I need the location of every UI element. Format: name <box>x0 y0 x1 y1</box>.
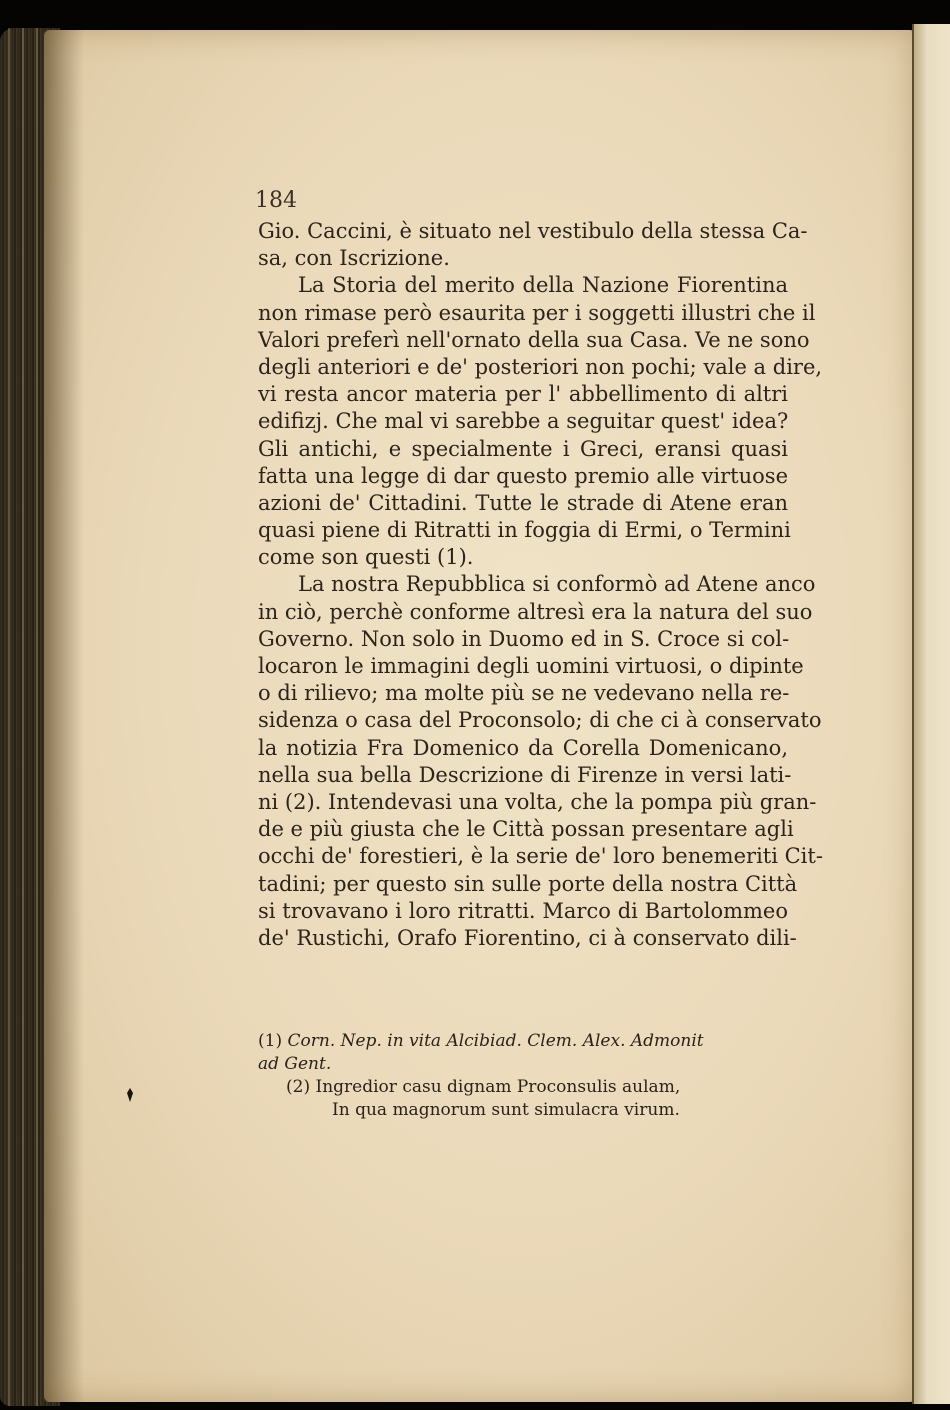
text-line: sa, con Iscrizione. <box>258 246 450 271</box>
footnote-1-continuation <box>258 1053 788 1076</box>
text-line: Gio. Caccini, è situato nel vestibulo della stessa Ca- <box>258 219 808 243</box>
text-line: vi resta ancor materia per l' abbellimento di altri <box>258 382 788 407</box>
footnote-1-cont-text: ad Gent. <box>258 1054 332 1074</box>
text-line: de e più giusta che le Città possan presentare agli <box>258 817 794 842</box>
text-line: sidenza o casa del Proconsolo; di che ci à conservato <box>258 708 822 733</box>
text-line: La nostra Repubblica si conformò ad Atene anco <box>298 572 816 597</box>
margin-ornament-icon <box>126 1088 134 1102</box>
text-line: locaron le immagini degli uomini virtuosi, o dipinte <box>258 654 804 678</box>
text-line: degli anteriori e de' posteriori non pochi; vale a dire, <box>258 354 823 379</box>
text-line: nella sua bella Descrizione di Firenze in versi lati- <box>258 762 792 787</box>
text-line: La Storia del merito della Nazione Fiorentina <box>298 273 788 298</box>
text-line: occhi de' forestieri, è la serie de' loro benemeriti Cit- <box>258 844 823 869</box>
facing-page-edge <box>912 24 950 1404</box>
footnote-2-verse-2-line <box>258 1099 788 1122</box>
text-line: o di rilievo; ma molte più se ne vedevano nella re- <box>258 681 790 706</box>
footnote-2-marker: (2) <box>286 1077 311 1097</box>
text-line: quasi piene di Ritratti in foggia di Ermi, o Termini <box>258 518 791 543</box>
text-line: edifizj. Che mal vi sarebbe a seguitar quest' idea? <box>258 409 789 434</box>
text-line: non rimase però esaurita per i soggetti illustri che il <box>258 300 816 325</box>
footnote-1-text: Corn. Nep. in vita Alcibiad. Clem. Alex. Admonit <box>287 1031 704 1051</box>
text-line: in ciò, perchè conforme altresì era la natura del suo <box>258 599 813 624</box>
footnote-2-verse-2: In qua magnorum sunt simulacra virum. <box>332 1100 680 1120</box>
text-line: la notizia Fra Domenico da Corella Domenicano, <box>258 735 788 760</box>
body-text <box>258 218 823 952</box>
footnote-1-marker: (1) <box>258 1031 283 1051</box>
text-line: azioni de' Cittadini. Tutte le strade di Atene eran <box>258 490 788 515</box>
text-line: si trovavano i loro ritratti. Marco di Bartolommeo <box>258 898 788 923</box>
text-line: ni (2). Intendevasi una volta, che la pompa più gran- <box>258 789 817 814</box>
text-line: come son questi (1). <box>258 545 474 570</box>
text-line: Governo. Non solo in Duomo ed in S. Croce si col- <box>258 626 790 651</box>
page-number: 184 <box>255 188 297 213</box>
footnote-2 <box>258 1076 788 1099</box>
footnotes <box>258 1030 788 1122</box>
footnote-2-verse-1: Ingredior casu dignam Proconsulis aulam, <box>315 1077 681 1097</box>
gutter-shadow <box>44 30 84 1402</box>
text-line: Valori preferì nell'ornato della sua Casa. Ve ne sono <box>258 327 810 352</box>
text-line: de' Rustichi, Orafo Fiorentino, ci à conservato dili- <box>258 925 797 950</box>
text-line: tadini; per questo sin sulle porte della nostra Città <box>258 871 798 896</box>
footnote-1 <box>258 1030 788 1053</box>
text-line: Gli antichi, e specialmente i Greci, eransi quasi <box>258 436 788 461</box>
text-line: fatta una legge di dar questo premio alle virtuose <box>258 463 788 488</box>
